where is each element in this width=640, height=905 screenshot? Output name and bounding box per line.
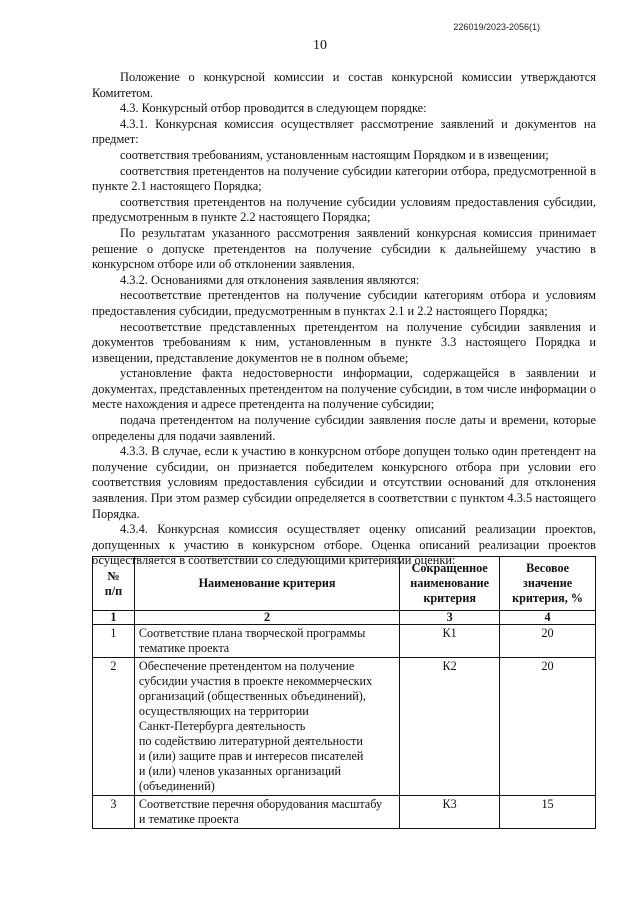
criterion-weight: 20: [500, 658, 596, 796]
document-id: 226019/2023-2056(1): [453, 22, 540, 32]
table-row: [93, 658, 596, 796]
paragraph-check-conditions: соответствия претендентов на получение субсидии условиям предоставления субсидии, предусмотренным в пункте 2.2 настоящего Порядка;: [92, 194, 596, 225]
paragraph-check-requirements: соответствия требованиям, установленным настоящим Порядком и в извещении;: [120, 147, 549, 162]
criterion-short-name: К1: [400, 625, 500, 658]
criterion-number: 3: [93, 796, 135, 829]
table-row: [93, 625, 596, 658]
criterion-number: 2: [93, 658, 135, 796]
criterion-weight: 20: [500, 625, 596, 658]
criterion-weight: 15: [500, 796, 596, 829]
paragraph-4-3-4: 4.3.4. Конкурсная комиссия осуществляет оценку описаний реализации проектов, допущенных к участию в конкурсном отборе. Оценка описаний реализации проектов осуществляется в соответствии со следующими критериями оценки:: [92, 522, 596, 568]
paragraph-reject-false-info: установление факта недостоверности информации, содержащейся в заявлении и документах, представленных претендентом на получение субсидии, в том числе информации о месте нахождения и адресе претендента на получение субсидии;: [92, 366, 596, 412]
column-number-row: [93, 611, 596, 625]
criterion-short-name: К2: [400, 658, 500, 796]
header-short: Сокращенное наименование критерия: [400, 557, 500, 611]
criterion-name: Соответствие перечня оборудования масштабу и тематике проекта: [134, 796, 399, 829]
paragraph-4-3: 4.3. Конкурсный отбор проводится в следующем порядке:: [120, 101, 427, 116]
column-number: 1: [93, 611, 135, 625]
document-body: [92, 70, 596, 569]
paragraph-reject-documents: несоответствие представленных претендентом на получение субсидии заявления и документов требованиям к ним, установленным в пункте 3.3 настоящего Порядка и извещении, представление документов не в полном объеме;: [92, 319, 596, 365]
criterion-name: Соответствие плана творческой программы тематике проекта: [134, 625, 399, 658]
paragraph-reject-category: несоответствие претендентов на получение субсидии категориям отбора и условиям предоставления субсидии, предусмотренным в пунктах 2.1 и 2.2 настоящего Порядка;: [92, 288, 596, 318]
column-number: 4: [500, 611, 596, 625]
paragraph-4-3-3: 4.3.3. В случае, если к участию в конкурсном отборе допущен только один претендент на получение субсидии, он признается победителем конкурсного отбора при условии его соответствия условиям предоставления субсидии и отсутствии оснований для отклонения заявления. При этом размер субсидии определяется в соответствии с пунктом 4.3.5 настоящего Порядка.: [92, 444, 596, 521]
table-row: [93, 796, 596, 829]
paragraph-4-3-2: 4.3.2. Основаниями для отклонения заявления являются:: [120, 272, 420, 287]
paragraph-decision: По результатам указанного рассмотрения заявлений конкурсная комиссия принимает решение о допуске претендентов на получение субсидии к дальнейшему участию в конкурсном отборе или об отклонении заявления.: [92, 225, 596, 272]
header-weight: Весовое значение критерия, %: [500, 557, 596, 611]
paragraph-commission-statute: Положение о конкурсной комиссии и состав конкурсной комиссии утверждаются Комитетом.: [92, 70, 596, 100]
criterion-number: 1: [93, 625, 135, 658]
paragraph-4-3-1: 4.3.1. Конкурсная комиссия осуществляет рассмотрение заявлений и документов на предмет:: [92, 116, 596, 147]
paragraph-reject-late: подача претендентом на получение субсидии заявления после даты и времени, которые определены для подачи заявлений.: [92, 413, 596, 443]
column-number: 2: [134, 611, 399, 625]
header-name: Наименование критерия: [134, 557, 399, 611]
criteria-table: [92, 556, 596, 829]
page-number: 10: [313, 38, 327, 53]
criterion-short-name: К3: [400, 796, 500, 829]
column-number: 3: [400, 611, 500, 625]
table-header-row: [93, 557, 596, 611]
paragraph-check-category: соответствия претендентов на получение субсидии категории отбора, предусмотренной в пункте 2.1 настоящего Порядка;: [92, 163, 596, 194]
criterion-name: Обеспечение претендентом на получение субсидии участия в проекте некоммерческих организаций (общественных объединений), осуществляющих на территории Санкт-Петербурга деятельность по содействию литературной деятельности и (или) защите прав и интересов писателей и (или) членов указанных организаций (объединений): [134, 658, 399, 796]
header-num: № п/п: [93, 557, 135, 611]
